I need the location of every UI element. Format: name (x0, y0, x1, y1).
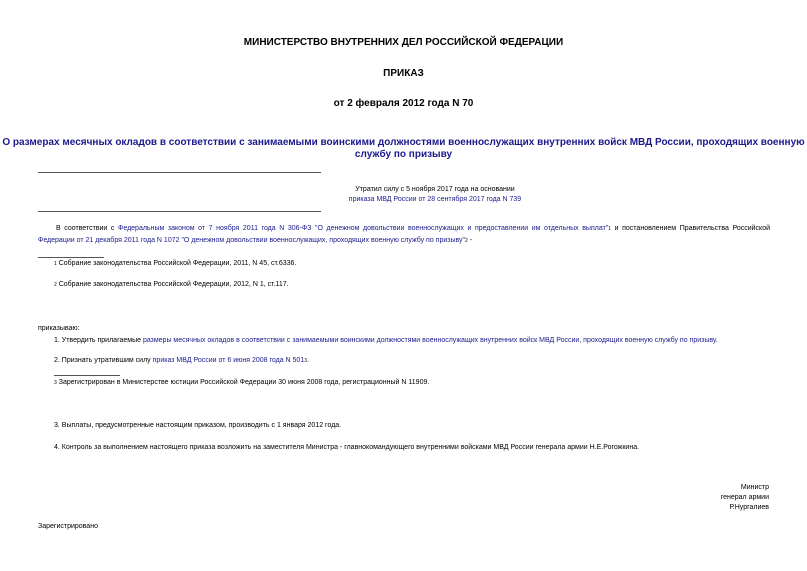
federal-law-link-title[interactable]: "О денежном довольствии военнослужащих и предоставлении им отдельных выплат" (311, 225, 609, 232)
ministry-heading: МИНИСТЕРСТВО ВНУТРЕННИХ ДЕЛ РОССИЙСКОЙ ФЕДЕРАЦИИ (243, 37, 564, 48)
preamble-text: В соответствии с (56, 225, 119, 232)
registered-label: Зарегистрировано (38, 523, 98, 530)
footnote-2 (54, 280, 289, 290)
order-501-link[interactable]: приказ МВД России от 6 июня 2008 года N 501 (152, 357, 305, 364)
salary-sizes-link[interactable]: размеры месячных окладов в соответствии с занимаемыми воинскими должностями военнослужащих внутренних войск МВД России, проходящих военную службу по призыву (142, 337, 716, 344)
date-number-heading: от 2 февраля 2012 года N 70 (333, 98, 474, 109)
order-item-text: . (307, 357, 309, 364)
order-item-text: 1. Утвердить прилагаемые (54, 337, 143, 344)
title-prefix: О (2, 137, 13, 148)
footnote-number: 2 (54, 282, 57, 288)
doc-type-heading: ПРИКАЗ (383, 68, 424, 79)
footnote-ref-2[interactable]: 2 (465, 238, 468, 244)
federal-law-link[interactable]: Федеральным законом от 7 ноября 2011 года N 306-ФЗ (118, 225, 312, 232)
signature-rank: генерал армии (720, 494, 769, 501)
preamble (38, 224, 770, 246)
preamble-text: и постановлением Правительства Российской (611, 225, 770, 232)
document-title (0, 137, 807, 161)
footnote-text: Собрание законодательства Российской Федерации, 2011, N 45, ст.6336. (56, 260, 297, 267)
order-item-1 (54, 336, 718, 346)
footnote-text: Собрание законодательства Российской Федерации, 2012, N 1, ст.117. (56, 281, 289, 288)
order-item-text: . (715, 337, 718, 344)
footnote-ref-3[interactable]: 3 (304, 358, 307, 364)
order-item-2 (54, 356, 309, 366)
divider (38, 172, 321, 173)
signature-name: Р.Нургалиев (729, 504, 769, 511)
order-item-3: 3. Выплаты, предусмотренные настоящим приказом, производить с 1 января 2012 года. (54, 422, 342, 429)
footnote-1 (54, 259, 296, 269)
footnote-3 (54, 378, 429, 388)
footnote-number: 3 (54, 380, 57, 386)
divider (38, 211, 321, 212)
government-decree-link[interactable]: Федерации от 21 декабря 2011 года N 1072 "О денежном довольствии военнослужащих, проходящих военную службу по призыву" (38, 237, 466, 244)
footnote-divider (54, 375, 120, 376)
footnote-divider (38, 257, 104, 258)
preamble-text: - (467, 237, 473, 244)
prikazyvayu: приказываю: (38, 325, 80, 332)
repeal-line1: Утратил силу с 5 ноября 2017 года на основании (355, 186, 515, 193)
title-link[interactable]: размерах месячных окладов в соответствии с занимаемыми воинскими должностями военнослужащих внутренних войск МВД России, проходящих военную (12, 137, 805, 148)
footnote-ref-1[interactable]: 1 (608, 226, 612, 232)
order-item-text: 2. Признать утратившим силу (54, 357, 153, 364)
order-item-4: 4. Контроль за выполнением настоящего приказа возложить на заместителя Министра - главнокомандующего внутренними войсками МВД России генерала армии Н.Е.Рогожкина. (54, 444, 640, 451)
footnote-number: 1 (54, 261, 57, 267)
repeal-note (300, 185, 570, 205)
signature-title: Министр (740, 484, 769, 491)
repeal-link[interactable]: приказа МВД России от 28 сентября 2017 года N 739 (348, 196, 522, 203)
signature-block (721, 483, 769, 513)
title-line2[interactable]: службу по призыву (354, 149, 453, 160)
footnote-text: Зарегистрирован в Министерстве юстиции Российской Федерации 30 июня 2008 года, регистрационный N 11909. (56, 379, 430, 386)
